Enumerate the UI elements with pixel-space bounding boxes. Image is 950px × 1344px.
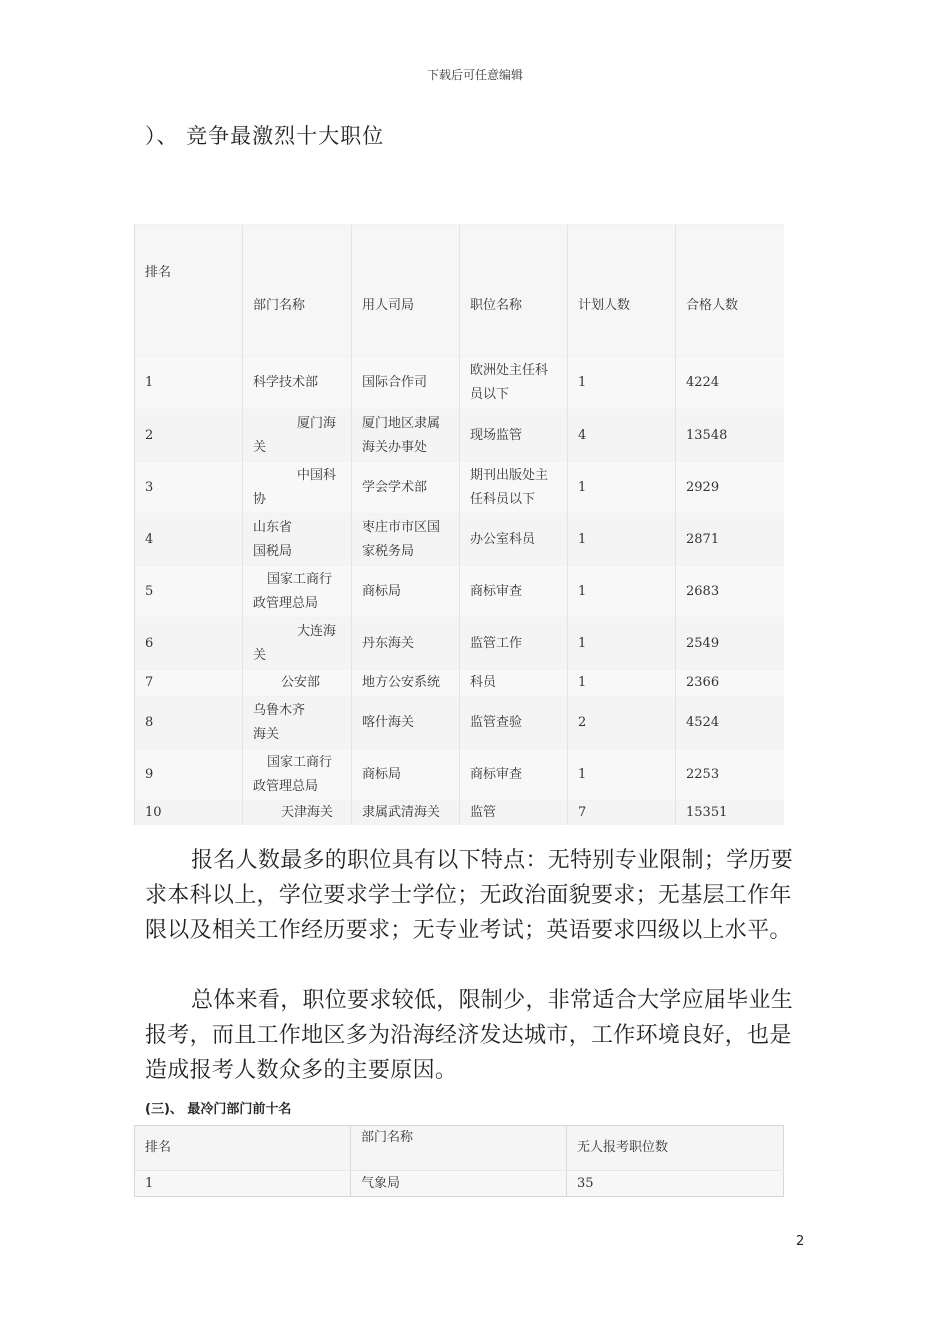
paragraph-characteristics: 报名人数最多的职位具有以下特点：无特别专业限制；学历要求本科以上，学位要求学士学位；无政治面貌要求；无基层工作年限以及相关工作经历要求；无专业考试；英语要求四级以上水平。 [145,848,794,943]
table-row [135,749,784,801]
cell-position: 现场监管 [460,410,568,462]
header-qualified: 合格人数 [676,225,784,357]
cell-rank: 2 [135,410,243,462]
table-row [135,566,784,618]
cell-bureau: 地方公安系统 [352,670,460,697]
cell-planned: 7 [568,801,676,826]
cell-qualified: 13548 [676,410,784,462]
table-row [135,670,784,697]
header-no-applicants: 无人报考职位数 [567,1126,784,1171]
cell-planned: 1 [568,749,676,801]
cell-planned: 1 [568,566,676,618]
subsection-title: (三)、 最冷门部门前十名 [145,1102,292,1117]
cell-planned: 1 [568,670,676,697]
cell-rank: 4 [135,514,243,566]
competitive-positions-table [134,224,784,825]
table-row [135,618,784,670]
header-position: 职位名称 [460,225,568,357]
cell-bureau: 商标局 [352,749,460,801]
cell-planned: 1 [568,514,676,566]
header-department: 部门名称 [351,1126,567,1171]
cell-rank: 1 [135,1171,351,1197]
header-department: 部门名称 [243,225,352,357]
least-popular-departments-table [134,1125,784,1197]
cell-rank: 8 [135,697,243,749]
page-number: 2 [796,1234,805,1249]
table-row [135,462,784,514]
cell-qualified: 2549 [676,618,784,670]
cell-department: 科学技术部 [243,357,352,410]
cell-bureau: 枣庄市市区国 家税务局 [352,514,460,566]
cell-bureau: 隶属武清海关 [352,801,460,826]
paragraph-summary: 总体来看，职位要求较低，限制少，非常适合大学应届毕业生报考，而且工作地区多为沿海经济发达城市，工作环境良好，也是造成报考人数众多的主要原因。 [145,988,794,1083]
cell-qualified: 4224 [676,357,784,410]
cell-rank: 3 [135,462,243,514]
table-header-row [135,1126,784,1171]
cell-bureau: 商标局 [352,566,460,618]
cell-qualified: 4524 [676,697,784,749]
cell-planned: 1 [568,462,676,514]
cell-position: 科员 [460,670,568,697]
table-row [135,801,784,826]
cell-qualified: 2253 [676,749,784,801]
cell-position: 商标审查 [460,566,568,618]
header-note: 下载后可任意编辑 [426,68,523,82]
cell-position: 商标审查 [460,749,568,801]
cell-position: 监管查验 [460,697,568,749]
cell-count: 35 [567,1171,784,1197]
table-row [135,357,784,410]
table-header-row [135,225,784,357]
cell-position: 期刊出版处主 任科员以下 [460,462,568,514]
table-row [135,697,784,749]
cell-bureau: 厦门地区隶属 海关办事处 [352,410,460,462]
cell-department: 厦门海 关 [243,410,352,462]
table-row [135,514,784,566]
cell-rank: 5 [135,566,243,618]
cell-rank: 10 [135,801,243,826]
cell-department: 国家工商行 政管理总局 [243,749,352,801]
table-row [135,1171,784,1197]
header-bureau: 用人司局 [352,225,460,357]
cell-department: 山东省 国税局 [243,514,352,566]
cell-position: 监管 [460,801,568,826]
cell-rank: 6 [135,618,243,670]
cell-rank: 7 [135,670,243,697]
cell-planned: 1 [568,618,676,670]
cell-position: 监管工作 [460,618,568,670]
cell-department: 大连海 关 [243,618,352,670]
header-rank: 排名 [135,225,243,357]
cell-bureau: 喀什海关 [352,697,460,749]
cell-rank: 1 [135,357,243,410]
cell-qualified: 2871 [676,514,784,566]
cell-department: 国家工商行 政管理总局 [243,566,352,618]
header-rank: 排名 [135,1126,351,1171]
cell-bureau: 丹东海关 [352,618,460,670]
cell-planned: 2 [568,697,676,749]
cell-department: 公安部 [243,670,352,697]
cell-qualified: 2366 [676,670,784,697]
cell-bureau: 国际合作司 [352,357,460,410]
cell-position: 欧洲处主任科 员以下 [460,357,568,410]
cell-position: 办公室科员 [460,514,568,566]
cell-planned: 4 [568,410,676,462]
cell-planned: 1 [568,357,676,410]
cell-qualified: 2683 [676,566,784,618]
cell-bureau: 学会学术部 [352,462,460,514]
cell-department: 气象局 [351,1171,567,1197]
cell-department: 天津海关 [243,801,352,826]
cell-rank: 9 [135,749,243,801]
cell-qualified: 2929 [676,462,784,514]
cell-department: 中国科 协 [243,462,352,514]
cell-department: 乌鲁木齐 海关 [243,697,352,749]
table-row [135,410,784,462]
section-title: ）、 竞争最激烈十大职位 [145,124,385,148]
header-planned: 计划人数 [568,225,676,357]
cell-qualified: 15351 [676,801,784,826]
